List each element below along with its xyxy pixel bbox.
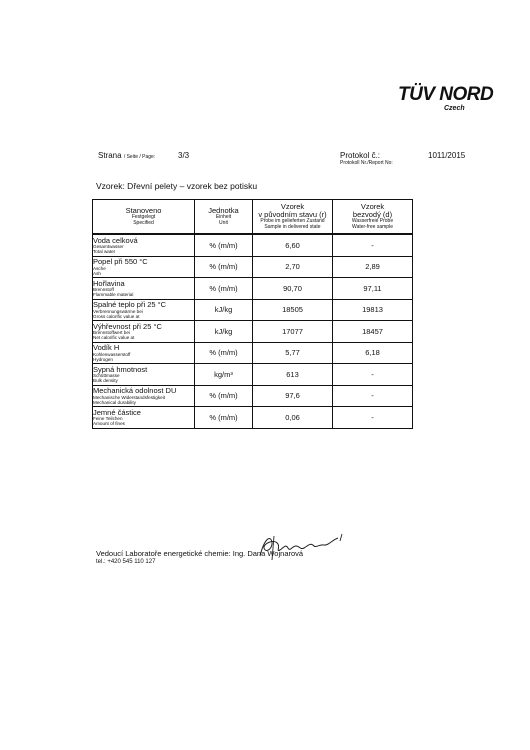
- unit-cell: kJ/kg: [195, 299, 253, 321]
- signatory-line: Vedoucí Laboratoře energetické chemie: Ing. Dana Wojnarová: [96, 549, 304, 558]
- dry-value: 18457: [333, 321, 413, 343]
- unit-cell: % (m/m): [195, 234, 253, 256]
- header-as-received-label1: Vzorek: [280, 202, 305, 211]
- results-table: [92, 199, 413, 429]
- param-name: Jemné částice: [93, 407, 141, 417]
- param-name-en: Gross calorific value at: [93, 313, 140, 319]
- param-cell: [93, 299, 195, 321]
- header-dry: [333, 200, 413, 235]
- header-dry-en: Water-free sample: [352, 223, 393, 230]
- param-cell: [93, 234, 195, 256]
- param-cell: [93, 364, 195, 386]
- param-name: Hořlavina: [93, 278, 125, 288]
- param-name-en: Flammable material: [93, 292, 134, 297]
- header-unit: [195, 200, 253, 235]
- header-as-received-en: Sample in delivered state: [264, 223, 321, 230]
- protocol-label: Protokol č.:: [340, 151, 381, 160]
- param-name-de: Asche: [93, 265, 106, 271]
- param-cell: [93, 256, 195, 278]
- param-name-de: Mechanische Widerstandsfestigkeit: [93, 394, 166, 400]
- dry-value: 2,89: [333, 256, 413, 278]
- dry-value: 97,11: [333, 278, 413, 300]
- table-row: [93, 299, 413, 321]
- param-cell: [93, 385, 195, 407]
- dry-value: 6,18: [333, 342, 413, 364]
- as-received-value: 5,77: [253, 342, 333, 364]
- header-as-received: [253, 200, 333, 235]
- header-param-de: Festgelegt: [131, 214, 156, 220]
- as-received-value: 17077: [253, 321, 333, 343]
- tuv-nord-logo: TÜV NORD: [398, 84, 494, 105]
- param-cell: [93, 342, 195, 364]
- header-as-received-de: Probe im gelieferten Zustand: [260, 218, 325, 224]
- param-name-de: Brennstoff: [93, 287, 114, 292]
- header-param-en: Specified: [133, 219, 154, 226]
- logo-subtext: Czech: [444, 105, 465, 112]
- as-received-value: 90,70: [253, 278, 333, 300]
- param-name: Vodík H: [93, 343, 120, 352]
- as-received-value: 97,6: [253, 385, 333, 407]
- param-cell: [93, 407, 195, 429]
- param-name: Mechanická odolnost DU: [93, 386, 177, 395]
- as-received-value: 0,06: [253, 407, 333, 429]
- header-row: [93, 200, 413, 235]
- param-name: Sypná hmotnost: [93, 364, 148, 374]
- header-param: [93, 200, 195, 235]
- param-name-en: Net calorific value at: [93, 335, 135, 340]
- dry-value: -: [333, 234, 413, 256]
- unit-cell: kg/m³: [195, 364, 253, 386]
- param-name: Popel při 550 °C: [93, 257, 148, 266]
- param-name-de: Kohlenwasserstoff: [93, 351, 131, 357]
- param-name-en: Bulk density: [93, 378, 118, 383]
- param-name-en: Ash: [93, 270, 101, 276]
- header-dry-label2: bezvodý (d): [352, 210, 393, 219]
- param-name: Voda celková: [93, 235, 138, 245]
- unit-cell: % (m/m): [195, 407, 253, 429]
- as-received-value: 2,70: [253, 256, 333, 278]
- param-name: Spalné teplo při 25 °C: [93, 300, 167, 309]
- table-row: [93, 278, 413, 300]
- header-dry-label1: Vzorek: [360, 202, 385, 211]
- unit-cell: % (m/m): [195, 278, 253, 300]
- protocol-number: 1011/2015: [428, 151, 466, 160]
- page-label-alt: / Seite / Page:: [123, 154, 156, 160]
- protocol-label-alt: Protokoll Nr./Report No:: [340, 160, 393, 166]
- param-name-de: Brennstoffwert bei: [93, 330, 130, 335]
- param-name-de: Gesamtwasser: [93, 244, 124, 249]
- table-row: [93, 364, 413, 386]
- table-row: [93, 385, 413, 407]
- dry-value: -: [333, 385, 413, 407]
- page-label-main: Strana: [98, 151, 122, 160]
- sample-title: Vzorek: Dřevní pelety – vzorek bez potisku: [96, 181, 258, 191]
- table-row: [93, 342, 413, 364]
- page-label: [98, 151, 155, 160]
- table-row: [93, 321, 413, 343]
- dry-value: 19813: [333, 299, 413, 321]
- param-cell: [93, 278, 195, 300]
- signatory-phone: tel.: +420 545 110 127: [96, 559, 156, 565]
- table-row: [93, 256, 413, 278]
- header-unit-de: Einheit: [215, 214, 232, 220]
- as-received-value: 613: [253, 364, 333, 386]
- dry-value: -: [333, 364, 413, 386]
- param-name-de: Feine Teilchen: [93, 416, 123, 421]
- table-row: [93, 407, 413, 429]
- header-unit-label: Jednotka: [208, 206, 239, 215]
- as-received-value: 6,60: [253, 234, 333, 256]
- param-cell: [93, 321, 195, 343]
- header-as-received-label2: v původním stavu (r): [258, 210, 327, 219]
- header-unit-en: Unit: [219, 219, 228, 226]
- unit-cell: % (m/m): [195, 385, 253, 407]
- param-name-en: Mechanical durability: [93, 399, 136, 405]
- param-name-de: Schüttmasse: [93, 373, 120, 378]
- param-name: Výhřevnost při 25 °C: [93, 321, 162, 331]
- param-name-en: Total water: [93, 249, 116, 254]
- param-name-de: Verbrennungswärme bei: [93, 308, 143, 314]
- dry-value: -: [333, 407, 413, 429]
- param-name-en: Hydrogen: [93, 356, 113, 362]
- unit-cell: kJ/kg: [195, 321, 253, 343]
- header-param-label: Stanoveno: [125, 206, 162, 215]
- table-row: [93, 234, 413, 256]
- param-name-en: Amount of fines: [93, 421, 125, 426]
- unit-cell: % (m/m): [195, 256, 253, 278]
- header-dry-de: Wasserfreie Probe: [351, 218, 394, 224]
- page-number: 3/3: [178, 151, 190, 160]
- as-received-value: 18505: [253, 299, 333, 321]
- unit-cell: % (m/m): [195, 342, 253, 364]
